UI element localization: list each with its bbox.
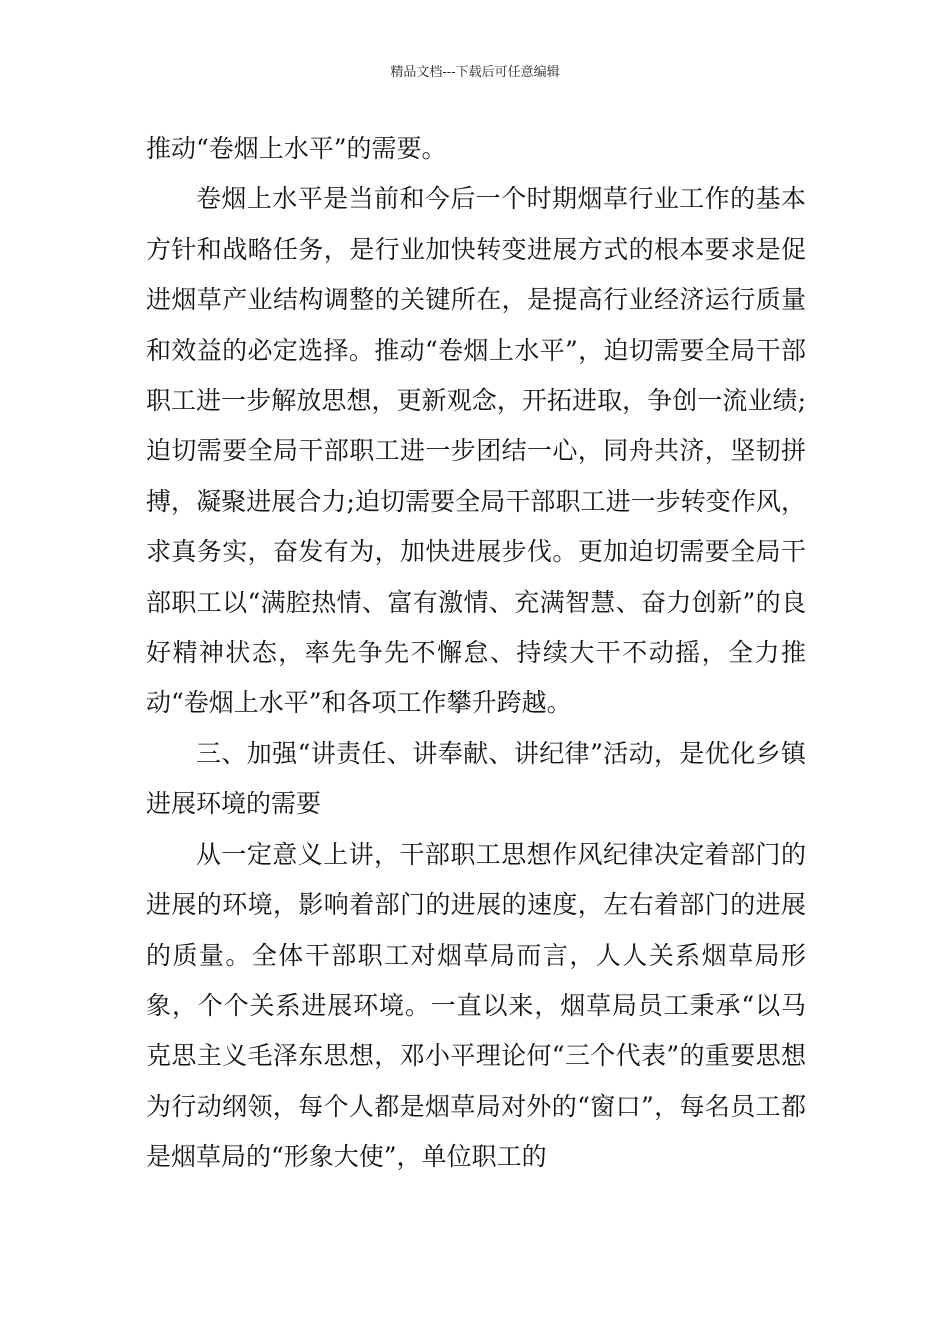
document-body (146, 124, 806, 1183)
paragraph: 推动“卷烟上水平”的需要。 (146, 134, 447, 163)
page-header: 精品文档---下载后可任意编辑 (390, 65, 560, 80)
paragraph: 从一定意义上讲，干部职工思想作风纪律决定着部门的进展的环境，影响着部门的进展的速度，左右着部门的进展的质量。全体干部职工对烟草局而言，人人关系烟草局形象，个个关系进展环境。一直以来，烟草局员工秉承“以马克思主义毛泽东思想，邓小平理论何“三个代表”的重要思想为行动纲领，每个人都是烟草局对外的“窗口”，每名员工都是烟草局的“形象大使”，单位职工的 (146, 839, 806, 1172)
paragraph: 卷烟上水平是当前和今后一个时期烟草行业工作的基本方针和战略任务，是行业加快转变进展方式的根本要求是促进烟草产业结构调整的关键所在，是提高行业经济运行质量和效益的必定选择。推动“卷烟上水平”，迫切需要全局干部职工进一步解放思想，更新观念，开拓进取，争创一流业绩;迫切需要全局干部职工进一步团结一心，同舟共济，坚韧拼搏，凝聚进展合力;迫切需要全局干部职工进一步转变作风，求真务实，奋发有为，加快进展步伐。更加迫切需要全局干部职工以“满腔热情、富有激情、充满智慧、奋力创新”的良好精神状态，率先争先不懈怠、持续大干不动摇，全力推动“卷烟上水平”和各项工作攀升跨越。 (146, 184, 806, 718)
section-heading: 三、加强“讲责任、讲奉献、讲纪律”活动，是优化乡镇进展环境的需要 (146, 738, 806, 819)
